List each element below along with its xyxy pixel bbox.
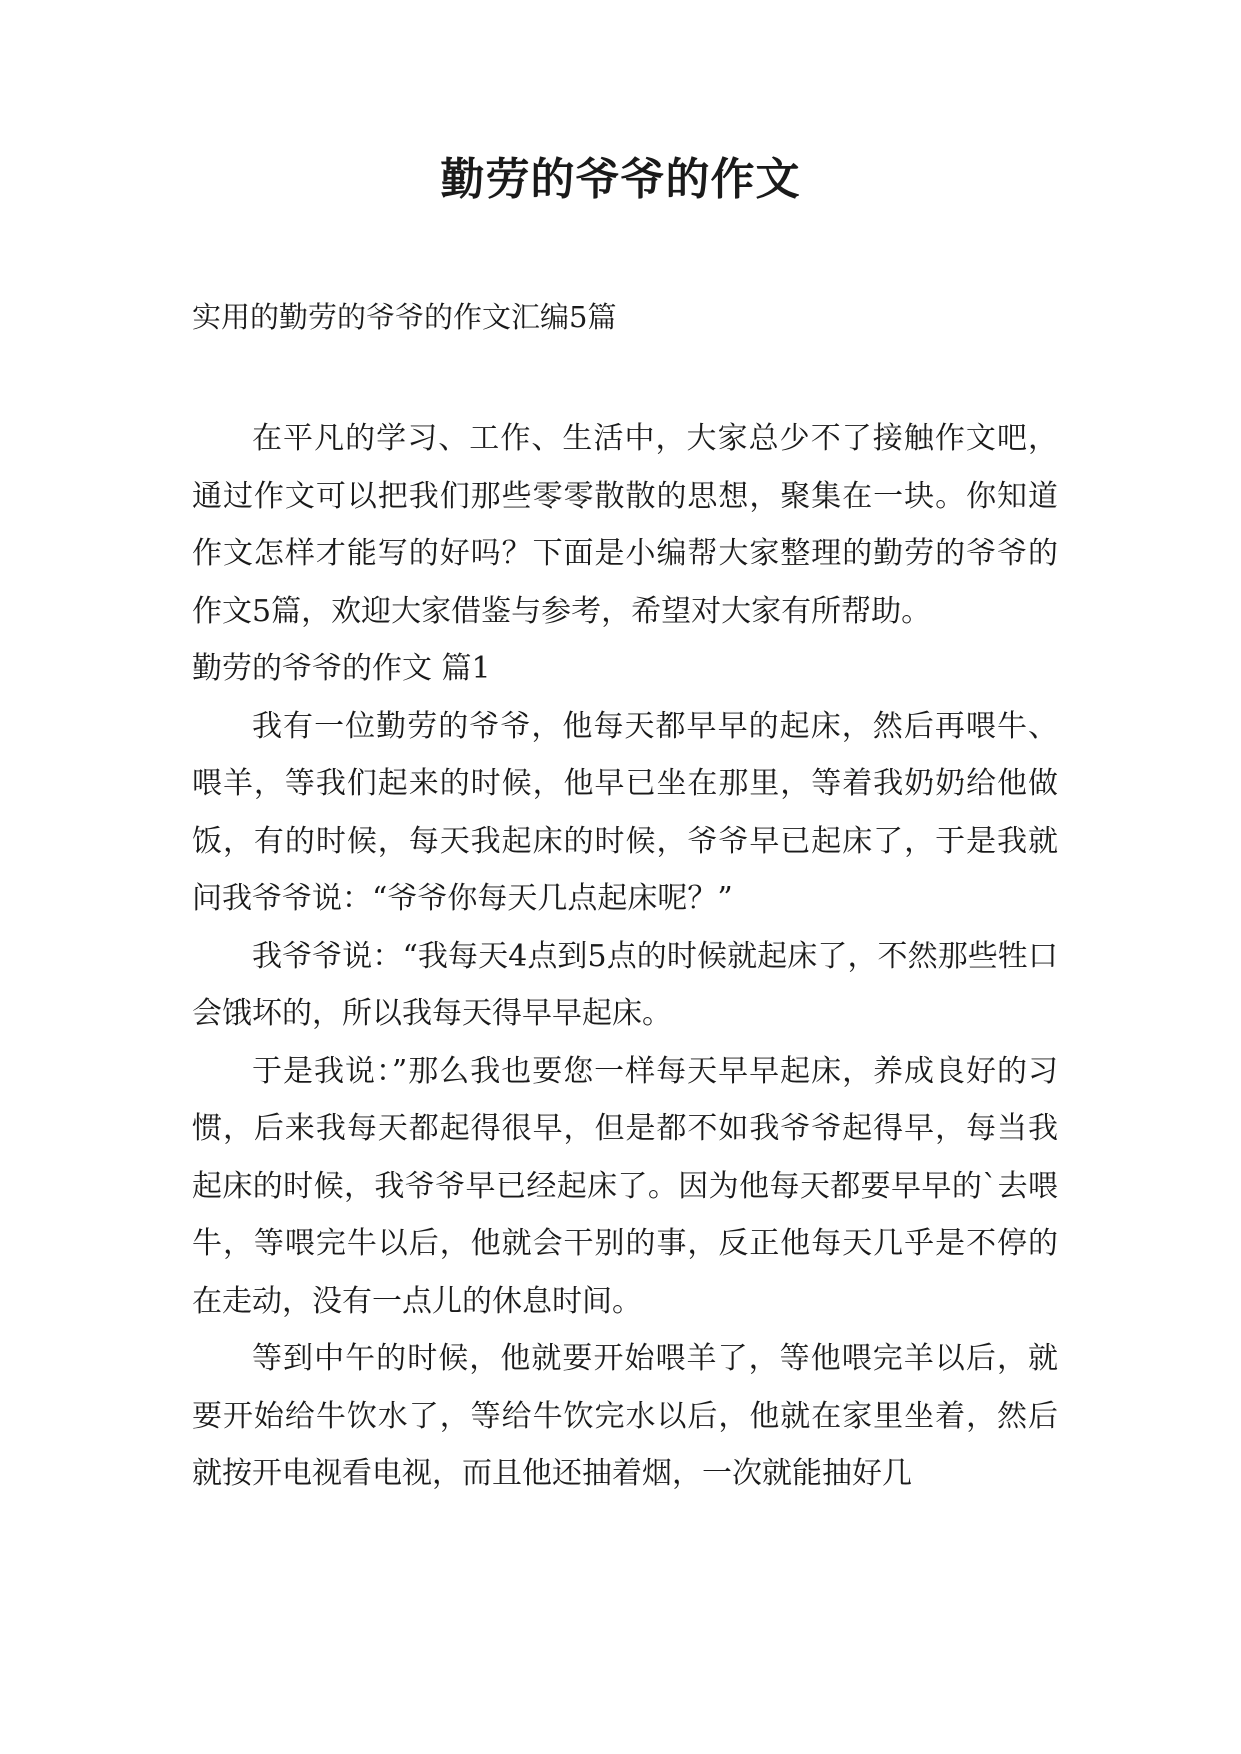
document-subtitle: 实用的勤劳的爷爷的作文汇编5篇 — [192, 300, 617, 334]
intro-paragraph: 在平凡的学习、工作、生活中，大家总少不了接触作文吧，通过作文可以把我们那些零零散散的思想，聚集在一块。你知道作文怎样才能写的好吗？下面是小编帮大家整理的勤劳的爷爷的作文5篇，欢迎大家借鉴与参考，希望对大家有所帮助。 — [192, 421, 1058, 629]
body-paragraph: 于是我说：”那么我也要您一样每天早早起床，养成良好的习惯，后来我每天都起得很早，但是都不如我爷爷起得早，每当我起床的时候，我爷爷早已经起床了。因为他每天都要早早的`去喂牛，等喂完牛以后，他就会干别的事，反正他每天几乎是不停的在走动，没有一点儿的休息时间。 — [192, 1053, 1058, 1319]
body-paragraph: 我有一位勤劳的爷爷，他每天都早早的起床，然后再喂牛、喂羊，等我们起来的时候，他早已坐在那里，等着我奶奶给他做饭，有的时候，每天我起床的时候，爷爷早已起床了，于是我就问我爷爷说：“爷爷你每天几点起床呢？” — [192, 708, 1058, 916]
body-paragraph: 我爷爷说：“我每天4点到5点的时候就起床了，不然那些牲口会饿坏的，所以我每天得早早起床。 — [192, 938, 1058, 1031]
page-title: 勤劳的爷爷的作文 — [440, 154, 801, 205]
document-body — [192, 410, 1058, 1503]
body-paragraph: 等到中午的时候，他就要开始喂羊了，等他喂完羊以后，就要开始给牛饮水了，等给牛饮完水以后，他就在家里坐着，然后就按开电视看电视，而且他还抽着烟，一次就能抽好几 — [192, 1341, 1058, 1491]
section-heading: 勤劳的爷爷的作文 篇1 — [192, 651, 491, 686]
